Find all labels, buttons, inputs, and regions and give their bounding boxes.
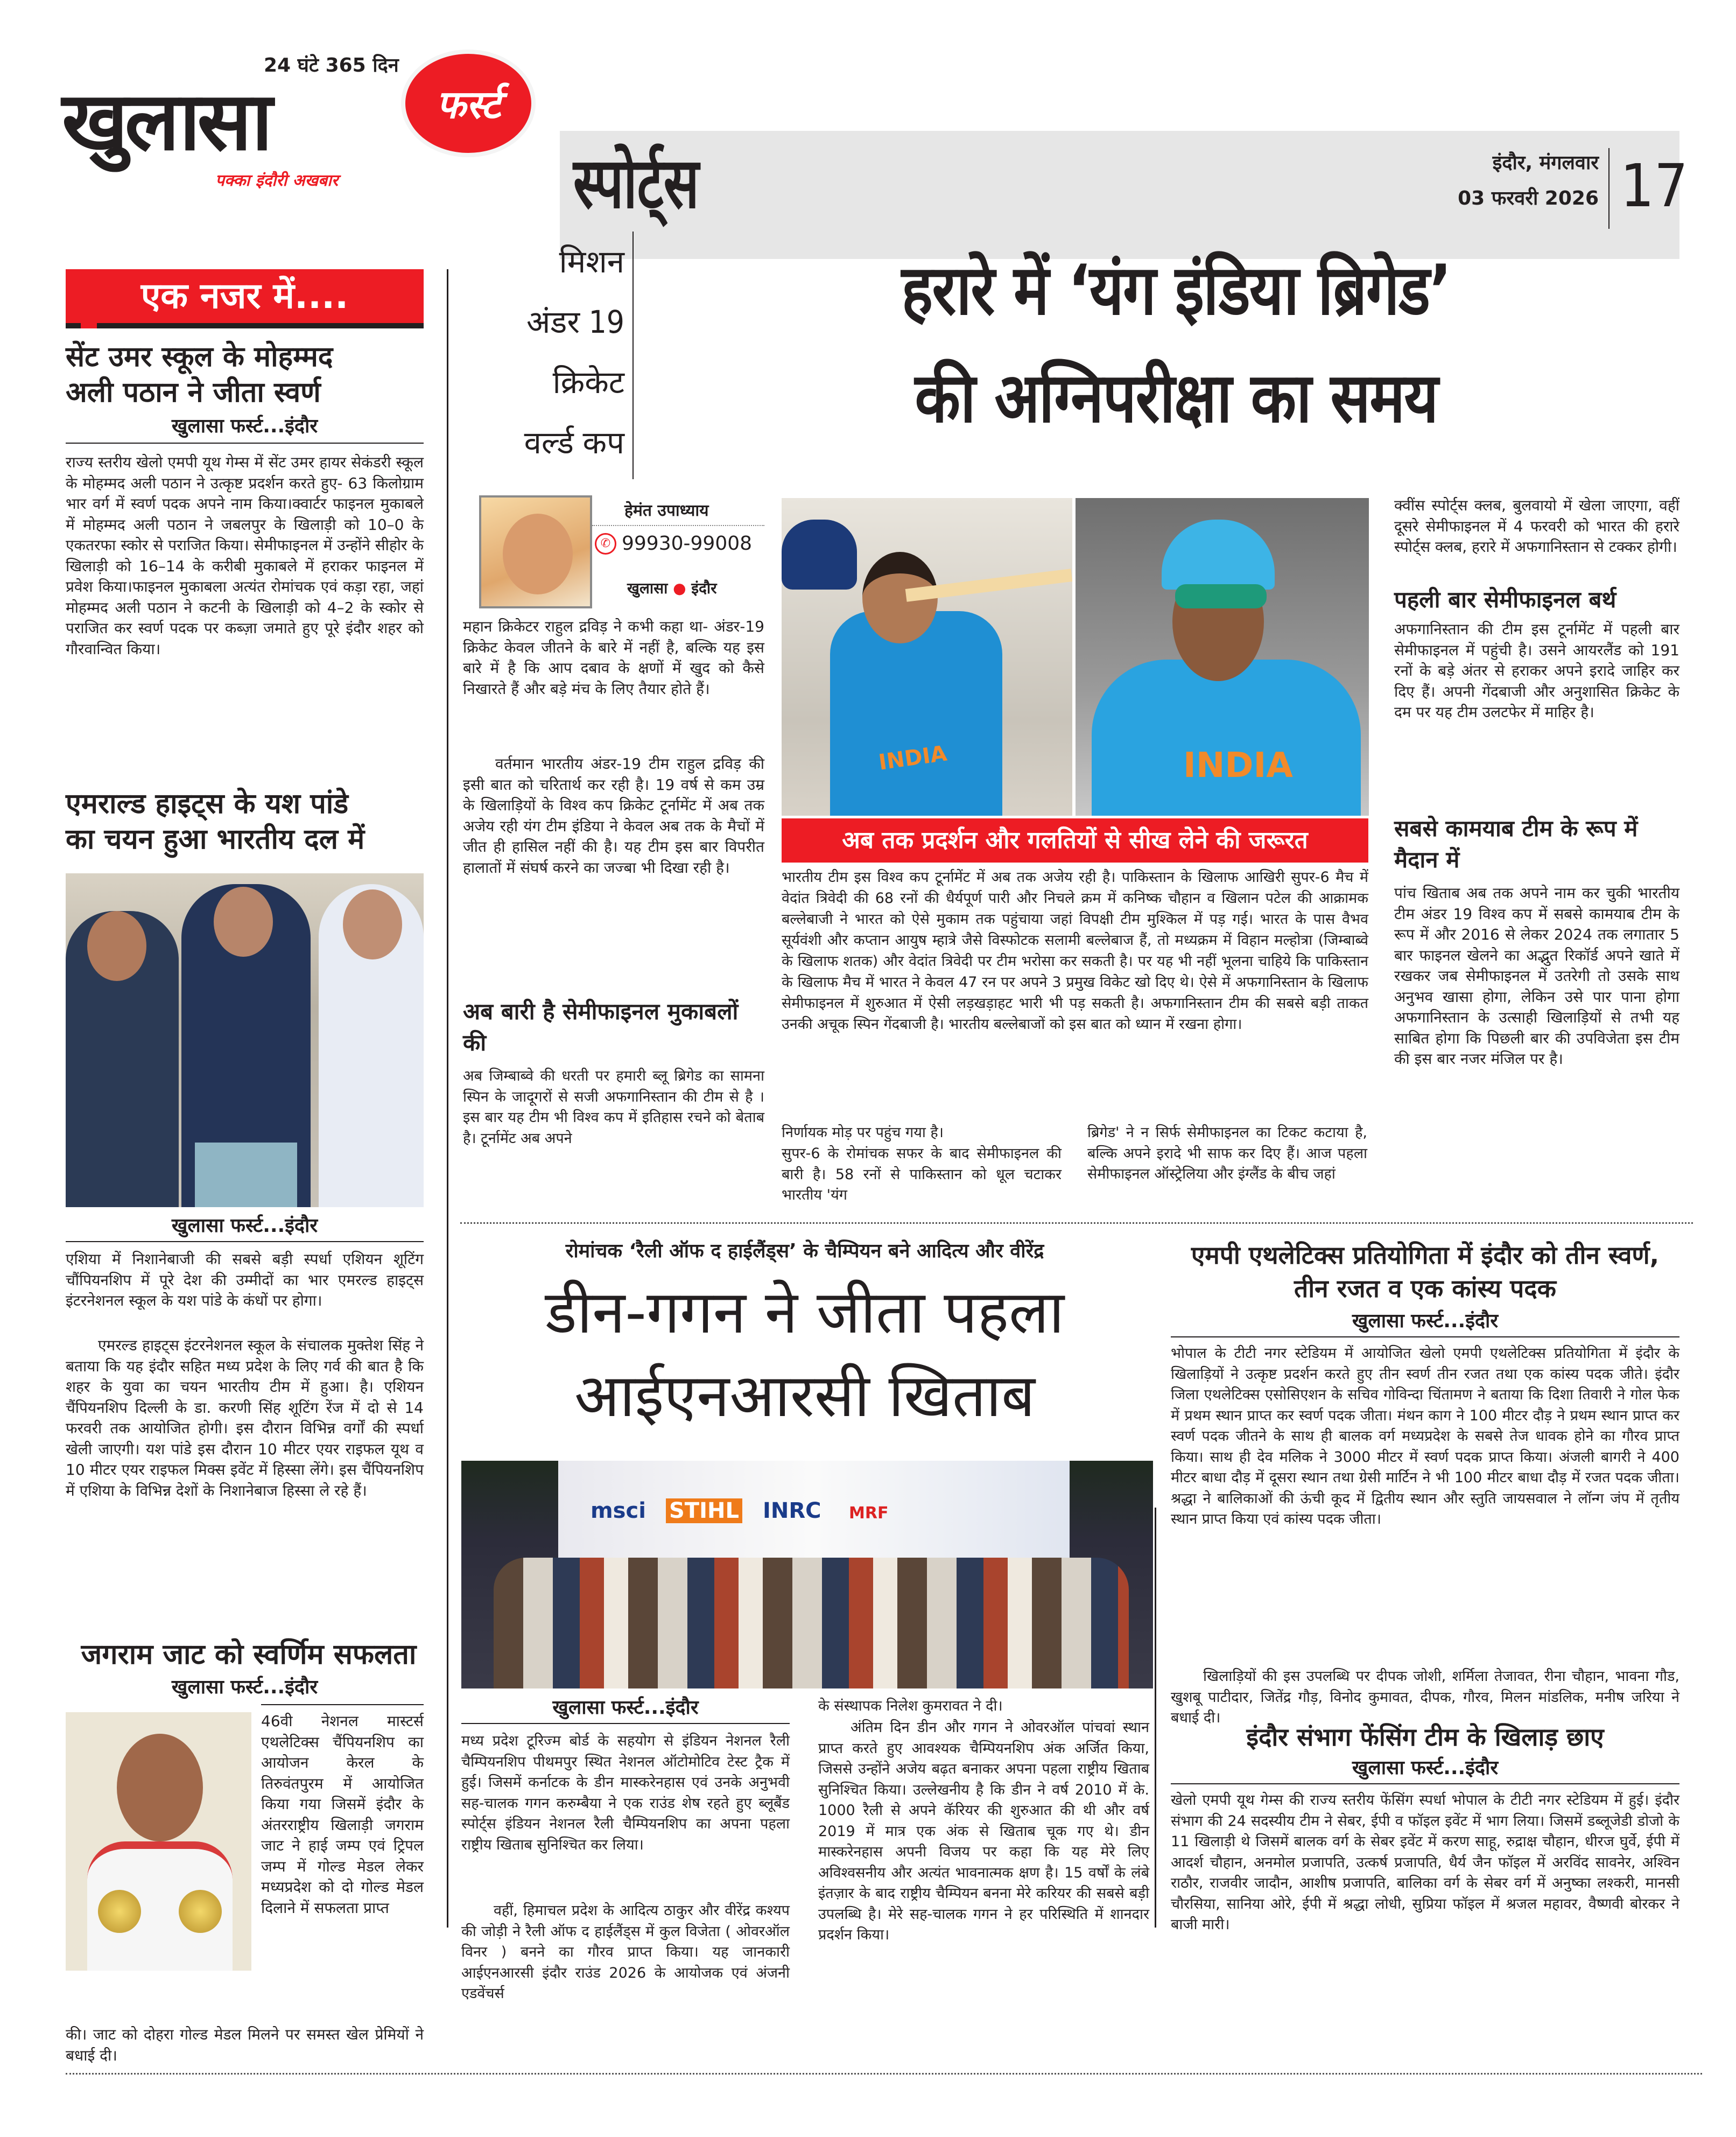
- section-divider: [460, 1222, 1693, 1224]
- kicker-line: वर्ल्ड कप: [524, 424, 624, 461]
- main-headline-line1: हरारे में ‘यंग इंडिया ब्रिगेड’: [901, 250, 1451, 331]
- cricketer-photo-batsman: [782, 498, 1072, 816]
- main-headline: [718, 237, 1635, 452]
- story3-rule: [261, 1704, 424, 1705]
- dateline-divider: [1608, 148, 1610, 229]
- author-phone: [595, 532, 752, 556]
- story2-headline: [66, 786, 432, 857]
- rally-col1-para2: वहीं, हिमाचल प्रदेश के आदित्य ठाकुर और वीरेंद्र कश्यप की जोड़ी ने रैली ऑफ द हाईलैंड्स में कुल विजेता ( ओवरऑल विनर ) बनने का गौरव प्राप्त किया। यह जानकारी आईएनआरसी इंदौर राउंड 2026 के आयोजक एवं अंजनी एडवेंचर्स: [461, 1902, 790, 2002]
- rally-headline: [468, 1271, 1141, 1438]
- author-paper: [627, 579, 717, 598]
- kicker-divider: [632, 232, 634, 479]
- column-divider-rally: [1155, 1508, 1156, 1928]
- banner-accent: [81, 323, 97, 328]
- main-col1-para2: वर्तमान भारतीय अंडर-19 टीम राहुल द्रविड़ की इसी बात को चरितार्थ कर रही है। 19 वर्ष से कम उम्र के खिलाड़ियों के विश्व कप क्रिकेट टूर्नामेंट में अब तक अजेय रही यंग टीम इंडिया ने केवल अब तक के मैचों में जीत ही हासिल नहीं की है। यह टीम इस बार विपरीत हालातों में संघर्ष करने का जज्बा भी दिखा रही है।: [463, 755, 764, 877]
- school-photo: [66, 873, 424, 1207]
- main-col2-bottom-b: सुपर-6 के रोमांचक सफर के बाद सेमीफाइनल की बारी है। 58 रनों से पाकिस्तान को धूल चटाकर भारतीय 'यंग: [782, 1145, 1062, 1203]
- story2-para2: एमरल्ड हाइट्स इंटरनेशनल स्कूल के संचालक मुक्तेश सिंह ने बताया कि यह इंदौर सहित मध्य प्रदेश के लिए गर्व की बात है कि शहर के युवा का चयन भारतीय टीम में हुआ। है। एशियन चैंपियनशिप दिल्ली के डा. करणी सिंह शूटिंग रेंज में दो से 14 फरवरी तक आयोजित होगी। इस दौरान विभिन्न वर्गों की स्पर्धा खेली जाएगी। यश पांडे इस दौरान 10 मीटर एयर राइफल यूथ व 10 मीटर एयर राइफल मिक्स इवेंट में हिस्सा लेंगे। इस चैंपियनशिप में एशिया के विभिन्न देशों के निशानेबाज हिस्सा ले रहे हैं।: [66, 1336, 424, 1500]
- main-col2-bottom-a: निर्णायक मोड़ पर पहुंच गया है।: [782, 1124, 944, 1141]
- story2-para1: एशिया में निशानेबाजी की सबसे बड़ी स्पर्धा एशियन शूटिंग चौंपियनशिप में पूरे देश की उम्मीदों का भार एमरल्ड हाइट्स इंटरनेशनल स्कूल के यश पांडे के कंधों पर होगा।: [66, 1250, 424, 1309]
- story1-rule: [66, 443, 424, 444]
- jersey-text: INDIA: [1183, 746, 1293, 786]
- main-col1-para3: अब जिम्बाब्वे की धरती पर हमारी ब्लू ब्रिगेड का सामना स्पिन के जादूगरों से सजी अफगानिस्तान की टीम से है । इस बार यह टीम भी विश्व कप में इतिहास रचने को बेताब है। टूर्नामेंट अब अपने: [463, 1068, 764, 1147]
- page-number: 17: [1620, 151, 1688, 220]
- page-bottom-divider: [66, 2073, 1702, 2075]
- athletics-rule: [1171, 1336, 1679, 1337]
- column-divider-left: [447, 269, 448, 1928]
- rally-byline: खुलासा फर्स्ट...इंदौर: [552, 1697, 699, 1719]
- logo-tagline: पक्का इंदौरी अखबार: [215, 171, 339, 190]
- cricketer-photo-fielder: [1076, 498, 1369, 816]
- athletics-para2: खिलाड़ियों की इस उपलब्धि पर दीपक जोशी, शर्मिला तेजावत, रीना चौहान, भावना गौड, खुशबू पाटीदार, जितेंद्र गौड़, विनोद कुमावत, दीपक, गौरव, मिलन मांडलिक, मनीष जरिया ने बधाई दी।: [1171, 1668, 1679, 1726]
- main-subhead-first-semifinal: पहली बार सेमीफाइनल बर्थ: [1394, 586, 1616, 613]
- sponsor-logo: msci: [591, 1498, 646, 1523]
- author-divider: [592, 525, 764, 526]
- athletics-para1: भोपाल के टीटी नगर स्टेडियम में आयोजित खेलो एमपी एथलेटिक्स प्रतियोगिता में इंदौर के खिलाड़ियों ने उत्कृष्ट प्रदर्शन करते हुए तीन स्वर्ण तीन रजत तथा एक कांस्य पदक जीते। इंदौर जिला एथलेटिक्स एसोसिएशन के सचिव गोविन्दा चिंतामण ने बताया कि दिशा तिवारी ने गोल फेक में प्रथम स्थान प्राप्त कर स्वर्ण पदक जीता। मंथन काग ने 100 मीटर दौड़ ने प्रथम स्थान प्राप्त कर स्वर्ण पदक जीतने के साथ ही बालक वर्ग मध्यप्रदेश के सबसे तेज धावक होने का गौरव प्राप्त किया। साथ ही देव मलिक ने 3000 मीटर में स्वर्ण पदक प्राप्त किया। अंजली बागरी ने 400 मीटर बाधा दौड़ में दूसरा स्थान तथा ग्रेसी मार्टिन ने भी 100 मीटर बाधा दौड़ में रजत पदक जीता। श्रद्धा ने बालिकाओं की ऊंची कूद में द्वितीय स्थान और स्तुति जायसवाल ने लॉन्ग जंप में तृतीय स्थान प्राप्त किया एवं कांस्य पदक जीता।: [1171, 1345, 1679, 1528]
- fencing-rule: [1171, 1783, 1679, 1784]
- main-headline-line2: की अग्निपरीक्षा का समय: [915, 358, 1438, 438]
- story2-headline-line1: एमराल्ड हाइट्स के यश पांडे: [66, 788, 349, 820]
- author-paper-badge: ●: [673, 579, 686, 597]
- section-title: स्पोर्ट्स: [573, 142, 699, 224]
- author-photo: [479, 495, 592, 608]
- sponsor-logo: MRF: [849, 1504, 889, 1523]
- story2-byline: खुलासा फर्स्ट...इंदौर: [171, 1215, 318, 1237]
- main-subhead-semifinal: अब बारी है सेमीफाइनल मुकाबलों की: [463, 998, 739, 1056]
- main-right-para2: अफगानिस्तान की टीम इस टूर्नामेंट में पहली बार सेमीफाइनल में पहुंची है। उसने आयरलैंड को 191 रनों के बड़े अंतर से हराकर अपने इरादे जाहिर कर दिए हैं। अपनी गेंदबाजी और अनुशासित क्रिकेट के दम पर यह टीम उलटफेर में माहिर है।: [1394, 620, 1679, 721]
- kicker-line: अंडर 19: [526, 304, 624, 340]
- kicker-line: क्रिकेट: [552, 364, 624, 401]
- fencing-byline: खुलासा फर्स्ट...इंदौर: [1352, 1757, 1499, 1779]
- phone-icon: ✆: [595, 533, 616, 555]
- logo-badge: [401, 50, 536, 157]
- author-name: हेमंत उपाध्याय: [624, 501, 709, 520]
- story3-body-full: की। जाट को दोहरा गोल्ड मेडल मिलने पर समस्त खेल प्रेमियों ने बधाई दी।: [66, 2026, 424, 2064]
- story1-headline: [66, 339, 432, 410]
- main-kicker: [484, 232, 624, 473]
- story3-body-wrap: 46वी नेशनल मास्टर्स एथलेटिक्स चैंपियनशिप का आयोजन केरल के तिरुवंतपुरम में आयोजित किया गया जिसमें इंदौर के अंतरराष्ट्रीय खिलाड़ी जगराम जाट ने हाई जम्प एवं ट्रिपल जम्प में गोल्ड मेडल लेकर मध्यप्रदेश को दो गोल्ड मेडल दिलाने में सफलता प्राप्त: [261, 1712, 424, 1917]
- logo-slogan-top: 24 घंटे 365 दिन: [264, 54, 399, 76]
- story3-headline: जगराम जाट को स्वर्णिम सफलता: [81, 1638, 417, 1671]
- rally-kicker: रोमांचक ‘रैली ऑफ द हाईलैंड्स’ के चैम्पियन बने आदित्य और वीरेंद्र: [565, 1240, 1044, 1262]
- rally-podium-photo: [461, 1461, 1153, 1688]
- author-phone-number: 99930-99008: [622, 533, 753, 555]
- kicker-line: मिशन: [559, 243, 624, 280]
- rally-headline-line2: आईएनआरसी खिताब: [574, 1361, 1035, 1430]
- at-a-glance-banner: एक नजर में....: [66, 269, 424, 323]
- story2-rule: [66, 1241, 424, 1242]
- story3-byline: खुलासा फर्स्ट...इंदौर: [171, 1676, 318, 1698]
- main-center-para: भारतीय टीम इस विश्व कप टूर्नामेंट में अब तक अजेय रही है। पाकिस्तान के खिलाफ आखिरी सुपर-6 मैच में वेदांत त्रिवेदी की 68 रनों की धैर्यपूर्ण पारी और निचले क्रम में कनिष्क चौहान व खिलान पटेल की आक्रामक बल्लेबाजी ने भारत को ऐसे मुकाम तक पहुंचाया जहां विपक्षी टीम मुश्किल में पड़ गई। भारत के पास वैभव सूर्यवंशी और कप्तान आयुष म्हात्रे जैसे विस्फोटक सलामी बल्लेबाज हैं, तो मध्यक्रम में विहान मल्होत्रा (जिम्बाब्वे के खिलाफ शतक) और वेदांत त्रिवेदी पर टीम भरोसा कर सकती है। पर यह भी नहीं भूलना चाहिये कि पाकिस्तान के खिलाफ मैच में भारत ने केवल 47 रन पर अपने 3 प्रमुख विकेट खो दिए थे। ऐसे में अफगानिस्तान के खिलाफ सेमीफाइनल में शुरुआत में ऐसी लड़खड़ाहट भारी भी पड़ सकती है। अफगानिस्तान टीम की सबसे बड़ी ताकत उनकी अचूक स्पिन गेंदबाजी है। भारतीय बल्लेबाजों को इस बात को ध्यान में रखना होगा।: [782, 869, 1368, 1033]
- story1-headline-line1: सेंट उमर स्कूल के मोहम्मद: [66, 341, 333, 373]
- story1-byline: खुलासा फर्स्ट...इंदौर: [171, 415, 318, 437]
- author-paper-city: इंदौर: [691, 579, 717, 597]
- story1-body: राज्य स्तरीय खेलो एमपी यूथ गेम्स में सेंट उमर हायर सेकंडरी स्कूल के मोहम्मद अली पठान ने उत्कृष्ट प्रदर्शन करते हुए- 63 किलोग्राम भार वर्ग में स्वर्ण पदक अपने नाम किया।क्वार्टर फाइनल मुकाबले में मोहम्मद अली पठान ने जबलपुर के खिलाड़ी को 10–0 के एकतरफा स्कोर से पराजित किया। सेमीफाइनल में उन्होंने सीहोर के खिलाड़ी को 16–14 के करीबी मुकाबले में हराकर फाइनल में प्रवेश किया।फाइनल मुकाबला अत्यंत रोमांचक एवं कड़ा रहा, जहां मोहम्मद अली पठान ने कटनी के खिलाड़ी को 4–2 के स्कोर से पराजित कर स्वर्ण पदक पर कब्ज़ा जमाते हुए पूरे इंदौर शहर को गौरवान्वित किया।: [66, 453, 424, 658]
- issue-date: 03 फरवरी 2026: [1458, 187, 1599, 209]
- main-col3-bottom: ब्रिगेड' ने न सिर्फ सेमीफाइनल का टिकट कटाया है, बल्कि अपने इरादे भी साफ कर दिए हैं। आज पहला सेमीफाइनल ऑस्ट्रेलिया और इंग्लैंड के बीच जहां: [1087, 1124, 1367, 1182]
- main-right-para1: क्वींस स्पोर्ट्स क्लब, बुलवायो में खेला जाएगा, वहीं दूसरे सेमीफाइनल में 4 फरवरी को भारत की हरारे स्पोर्ट्स क्लब, हरारे में अफगानिस्तान से टक्कर होगी।: [1394, 496, 1679, 556]
- main-subhead-successful-team: सबसे कामयाब टीम के रूप में मैदान में: [1394, 815, 1638, 873]
- athletics-headline: एमपी एथलेटिक्स प्रतियोगिता में इंदौर को तीन स्वर्ण, तीन रजत व एक कांस्य पदक: [1191, 1241, 1660, 1303]
- rally-col2-para2: अंतिम दिन डीन और गगन ने ओवरऑल पांचवां स्थान प्राप्त करते हुए आवश्यक चैम्पियनशिप अंक अर्जित किया, जिससे उन्होंने अजेय बढ़त बनाकर अपना पहला राष्ट्रीय खिताब सुनिश्चित किया। उल्लेखनीय है कि डीन ने वर्ष 2010 में के. 1000 रैली से अपने कॅरियर की शुरुआत की थी और वर्ष 2019 में मात्र एक अंक से खिताब चूक गए थे। डीन मास्करेनहास अपनी विजय पर कहा कि यह मेरे लिए अविश्वसनीय और अत्यंत भावनात्मक क्षण है। 15 वर्षों के लंबे इंतज़ार के बाद राष्ट्रीय चैम्पियन बनना मेरे करियर की सबसे बड़ी उपलब्धि है। मेरे सह-चालक गगन ने हर परिस्थिति में शानदार प्रदर्शन किया।: [818, 1719, 1149, 1943]
- main-right-para3: पांच खिताब अब तक अपने नाम कर चुकी भारतीय टीम अंडर 19 विश्व कप में सबसे कामयाब टीम के रूप में और 2016 से लेकर 2024 तक लगातार 5 बार फाइनल खेलने का अद्भुत रिकॉर्ड अपने खाते में रखकर जब सेमीफाइनल में उतरेगी तो उसके साथ अनुभव खासा होगा, लेकिन उसे पार पाना होगा अफगानिस्तान के उत्साही खिलाड़ियों से तभी यह साबित होगा कि पिछली बार की उपविजेता इस टीम की इस बार नजर मंजिल पर है।: [1394, 884, 1679, 1068]
- fencing-body: खेलो एमपी यूथ गेम्स की राज्य स्तरीय फेंसिंग स्पर्धा भोपाल के टीटी नगर स्टेडियम में हुई। इंदौर संभाग की 24 सदस्यीय टीम ने सेबर, ईपी व फॉइल इवेंट में भाग लिया। जिसमें डब्लूजेडी डोजो के 11 खिलाड़ी थे जिसमें बालक वर्ग के सेबर इवेंट में करण साहू, रुद्राक्ष चौहान, धीरज घुर्वे, ईपी में आदर्श चौहान, अनमोल प्रजापति, उत्कर्ष प्रजापति, धैर्य जैन फॉइल में अरविंद सावनेर, अश्विन राठौर, राजवीर जादौन, आशीष प्रजापति, बालिका वर्ग के सेबर वर्ग में अनुष्का लश्करी, मानसी चौरसिया, सानिया ओरे, ईपी में श्रद्धा लोधी, सुप्रिया फॉइल में श्रजल महावर, वैष्णवी बोरकर ने बाजी मारी।: [1171, 1792, 1679, 1933]
- rally-col1-para1: मध्य प्रदेश टूरिज्म बोर्ड के सहयोग से इंडियन नेशनल रैली चैम्पियनशिप पीथमपुर स्थित नेशनल ऑटोमोटिव टेस्ट ट्रैक में हुई। जिसमें कर्नाटक के डीन मास्करेनहास एवं उनके अनुभवी सह-चालक गगन करुम्बैया ने एक राउंड शेष रहते हुए ब्लूबैंड स्पोर्ट्स इंडियन नेशनल रैली चैम्पियनशिप का अपना पहला राष्ट्रीय खिताब सुनिश्चित कर लिया।: [461, 1733, 790, 1853]
- sponsor-logo: STIHL: [666, 1498, 742, 1523]
- dateline: [1410, 145, 1599, 216]
- athlete-medal-photo: [66, 1712, 251, 1971]
- fencing-headline: इंदौर संभाग फेंसिंग टीम के खिलाड़ छाए: [1246, 1722, 1604, 1751]
- story2-headline-line2: का चयन हुआ भारतीय दल में: [66, 823, 365, 856]
- sponsor-logo: INRC: [763, 1498, 821, 1523]
- rally-col2-para1: के संस्थापक निलेश कुमरावत ने दी।: [818, 1698, 1003, 1714]
- photo-caption-bar: अब तक प्रदर्शन और गलतियों से सीख लेने की जरूरत: [782, 818, 1368, 863]
- newspaper-logo: खुलासा: [62, 74, 270, 169]
- main-col1-para1: महान क्रिकेटर राहुल द्रविड़ ने कभी कहा था- अंडर-19 क्रिकेट केवल जीतने के बारे में नहीं है, बल्कि यह इस बारे में है कि आप दबाव के क्षणों में खुद को कैसे निखारते हैं और बड़े मंच के लिए तैयार होते हैं।: [463, 618, 764, 698]
- city-day: इंदौर, मंगलवार: [1492, 152, 1599, 174]
- author-paper-logo: खुलासा: [627, 579, 668, 597]
- rally-headline-line1: डीन-गगन ने जीता पहला: [545, 1278, 1065, 1347]
- athletics-byline: खुलासा फर्स्ट...इंदौर: [1352, 1310, 1499, 1332]
- rally-rule: [461, 1723, 790, 1724]
- logo-badge-text: फर्स्ट: [436, 81, 501, 127]
- banner-underline: [66, 323, 424, 328]
- story1-headline-line2: अली पठान ने जीता स्वर्ण: [66, 376, 321, 409]
- jersey-text: INDIA: [877, 741, 948, 775]
